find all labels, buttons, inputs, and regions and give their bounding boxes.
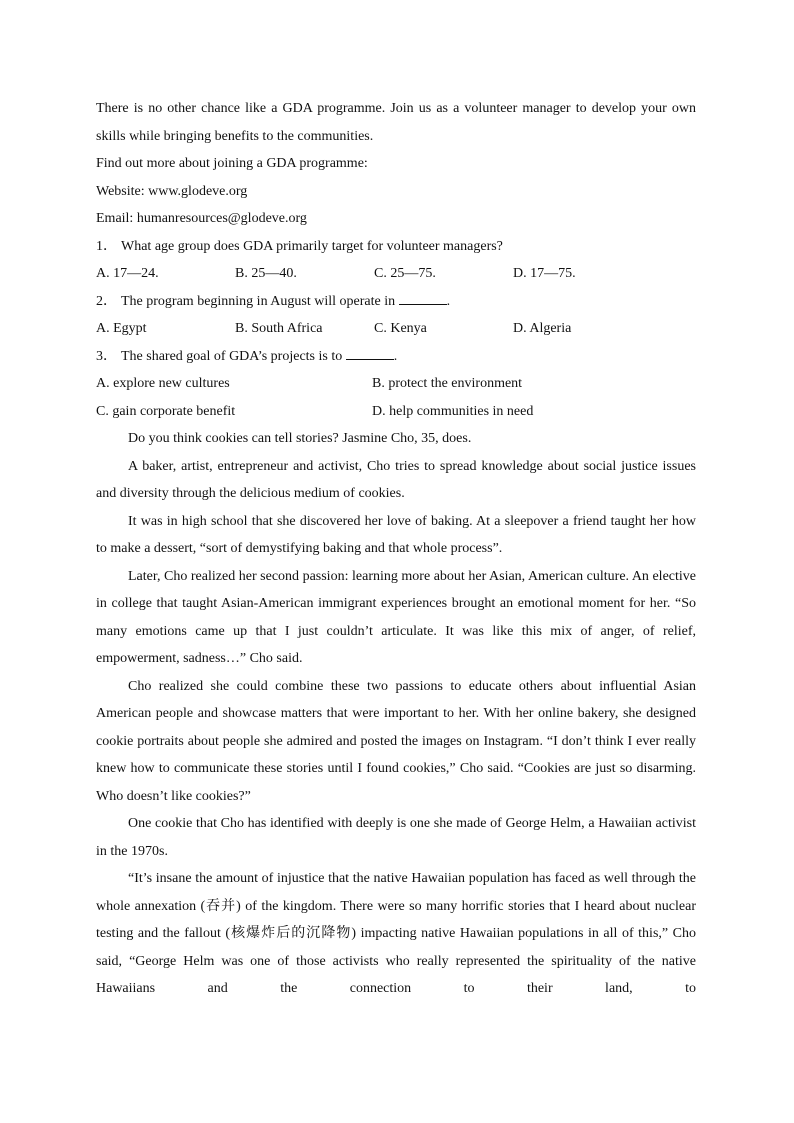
option-a[interactable]: A. 17—24. xyxy=(96,266,159,281)
passage-paragraph-4: Later, Cho realized her second passion: learning more about her Asian, American culture. An elective in college that taught Asian-American immigrant experiences brought an emotional moment for her. “So many emotions came up that I just couldn’t articulate. It was like this mix of anger, of relief, empowerment, sadness…” Cho said. xyxy=(96,568,696,666)
passage-paragraph-3: It was in high school that she discovered her love of baking. At a sleepover a friend taught her how to make a dessert, “sort of demystifying baking and that whole process”. xyxy=(96,513,696,556)
question-1-text: What age group does GDA primarily target for volunteer managers? xyxy=(121,238,503,254)
option-d[interactable]: D. 17—75. xyxy=(513,266,576,281)
passage-paragraph-6: One cookie that Cho has identified with deeply is one she made of George Helm, a Hawaiian activist in the 1970s. xyxy=(96,816,696,859)
email-line: Email: humanresources@glodeve.org xyxy=(96,211,307,226)
question-3-options-row-2 xyxy=(96,398,696,426)
option-c[interactable]: C. gain corporate benefit xyxy=(96,403,236,419)
question-2-text: The program beginning in August will operate in xyxy=(121,293,396,309)
option-a[interactable]: A. Egypt xyxy=(96,321,147,336)
option-c[interactable]: C. 25—75. xyxy=(374,266,436,281)
document-page xyxy=(96,95,696,1003)
question-2-options xyxy=(96,315,696,343)
question-3-options-row-1 xyxy=(96,370,696,398)
option-b[interactable]: B. protect the environment xyxy=(372,376,523,391)
option-d[interactable]: D. help communities in need xyxy=(372,403,534,419)
option-a[interactable]: A. explore new cultures xyxy=(96,376,230,391)
option-b[interactable]: B. South Africa xyxy=(235,321,323,336)
intro-text: There is no other chance like a GDA programme. Join us as a volunteer manager to develop your own skills while bringing benefits to the communities. xyxy=(96,101,696,144)
question-3-text: The shared goal of GDA’s projects is to xyxy=(121,348,343,364)
option-c[interactable]: C. Kenya xyxy=(374,321,427,336)
passage-paragraph-2: A baker, artist, entrepreneur and activist, Cho tries to spread knowledge about social justice issues and diversity through the delicious medium of cookies. xyxy=(96,458,696,501)
question-1: 1． What age group does GDA primarily target for volunteer managers? xyxy=(96,238,503,254)
answer-blank[interactable] xyxy=(399,290,447,305)
question-2: 2． The program beginning in August will operate in . xyxy=(96,288,696,316)
option-b[interactable]: B. 25—40. xyxy=(235,266,297,281)
option-d[interactable]: D. Algeria xyxy=(513,321,572,336)
passage-paragraph-7: “It’s insane the amount of injustice that the native Hawaiian population has faced as well through the whole annexation (吞并) of the kingdom. There were so many horrific stories that I heard about nuclear testing and the fallout (核爆炸后的沉降物) impacting native Hawaiian populations in all of this,” Cho said, “George Helm was one of those activists who really represented the spirituality of the native Hawaiians and the connection to their land, to xyxy=(96,871,696,996)
question-1-options xyxy=(96,260,696,288)
passage-paragraph-5: Cho realized she could combine these two passions to educate others about influential Asian American people and showcase matters that were important to her. With her online bakery, she designed cookie portraits about people she admired and posted the images on Instagram. “I don’t think I ever really knew how to communicate these stories until I found cookies,” Cho said. “Cookies are just so disarming. Who doesn’t like cookies?” xyxy=(96,678,696,804)
answer-blank[interactable] xyxy=(346,345,394,360)
website-line: Website: www.glodeve.org xyxy=(96,183,248,199)
question-3: 3． The shared goal of GDA’s projects is to . xyxy=(96,343,696,371)
passage-paragraph-1: Do you think cookies can tell stories? Jasmine Cho, 35, does. xyxy=(128,431,472,446)
intro-find-out: Find out more about joining a GDA programme: xyxy=(96,156,368,171)
